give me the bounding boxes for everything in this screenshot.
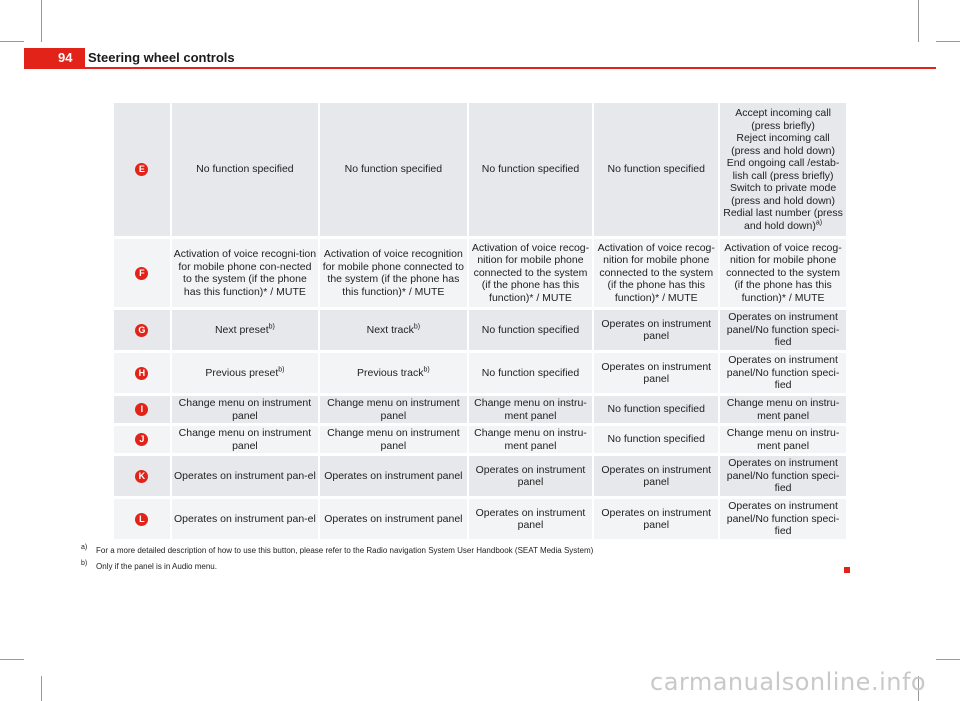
- table-cell: [320, 456, 466, 496]
- cell-text: Change menu on instrument panel: [178, 427, 312, 452]
- cell-text: Operates on instrument panel: [601, 317, 712, 342]
- table-cell: [320, 396, 466, 423]
- footnote-text: Only if the panel is in Audio menu.: [96, 562, 217, 571]
- row-label-cell: [114, 239, 170, 307]
- crop-mark: [936, 41, 960, 42]
- footnote-mark: b): [81, 560, 88, 567]
- cell-text: Operates on instrument panel/No function speci-fied: [726, 311, 840, 349]
- cell-text: No function specified: [607, 403, 705, 416]
- button-label-badge: G: [135, 324, 148, 337]
- cell-text: Operates on instrument panel: [324, 469, 463, 482]
- cell-text: Operates on instrument panel/No function speci-fied: [726, 354, 840, 392]
- table-cell: [469, 353, 593, 393]
- row-label-cell: [114, 499, 170, 539]
- table-cell: [594, 239, 718, 307]
- cell-text: No function specified: [607, 433, 705, 446]
- table-row: [114, 353, 846, 393]
- table-cell: [720, 426, 846, 453]
- page-number: 94: [24, 48, 85, 68]
- footnote-ref: b): [278, 366, 285, 374]
- table-cell: [172, 353, 318, 393]
- table-cell: [320, 353, 466, 393]
- footnote-b: [81, 560, 217, 572]
- cell-text: Change menu on instru-ment panel: [726, 397, 840, 422]
- footnote-mark: a): [81, 544, 88, 551]
- cell-text: Previous preset: [205, 366, 279, 379]
- table-cell: [469, 239, 593, 307]
- button-label-badge: L: [135, 513, 148, 526]
- cell-text: Operates on instrument panel: [601, 463, 712, 488]
- crop-mark: [918, 0, 919, 42]
- footnote-ref: b): [413, 323, 421, 331]
- cell-text: Activation of voice recog-nition for mobile phone connected to the system (if the phone has this function)* / MUTE: [724, 241, 842, 304]
- button-label-badge: J: [135, 433, 148, 446]
- table-row: [114, 456, 846, 496]
- cell-text: No function specified: [481, 366, 580, 379]
- table-cell: [320, 103, 466, 236]
- table-cell: [720, 310, 846, 350]
- button-label-badge: F: [135, 267, 148, 280]
- cell-text: Change menu on instru-ment panel: [474, 427, 587, 452]
- table-cell: [720, 456, 846, 496]
- table-cell: [594, 353, 718, 393]
- cell-text: Change menu on instrument panel: [178, 397, 312, 422]
- cell-text: Operates on instrument pan-el: [174, 469, 316, 482]
- table-cell: [320, 499, 466, 539]
- table-cell: [320, 426, 466, 453]
- table-cell: [172, 499, 318, 539]
- controls-table: [112, 100, 848, 542]
- cell-text: Operates on instrument panel: [475, 506, 586, 531]
- cell-text: No function specified: [196, 163, 294, 176]
- table-cell: [720, 103, 846, 236]
- crop-mark: [936, 659, 960, 660]
- table-cell: [594, 310, 718, 350]
- table-cell: [172, 426, 318, 453]
- cell-text: No function specified: [481, 163, 580, 176]
- table-cell: [720, 239, 846, 307]
- section-end-marker: [844, 567, 850, 573]
- table-row: [114, 239, 846, 307]
- button-label-badge: E: [135, 163, 148, 176]
- cell-text: Operates on instrument panel: [601, 506, 712, 531]
- cell-text: Activation of voice recog-nition for mobile phone connected to the system (if the phone has this function)* / MUTE: [471, 241, 590, 304]
- cell-text: Change menu on instru-ment panel: [474, 397, 587, 422]
- cell-text: Operates on instrument pan-el: [174, 512, 316, 525]
- table-row: [114, 396, 846, 423]
- cell-text: Operates on instrument panel: [601, 360, 712, 385]
- cell-text: Operates on instrument panel: [475, 463, 586, 488]
- table-cell: [172, 239, 318, 307]
- cell-text: No function specified: [481, 323, 580, 336]
- cell-text: Activation of voice recognition for mobile phone connected to the system (if the phone has this function)* / MUTE: [322, 248, 464, 298]
- row-label-cell: [114, 310, 170, 350]
- table-cell: [594, 426, 718, 453]
- cell-text: No function specified: [344, 163, 443, 176]
- table-cell: [320, 239, 466, 307]
- crop-mark: [41, 676, 42, 701]
- cell-text: Next preset: [214, 323, 269, 336]
- table-cell: [172, 310, 318, 350]
- cell-text: Next track: [366, 323, 414, 336]
- cell-text: Change menu on instrument panel: [327, 397, 460, 422]
- crop-mark: [0, 41, 24, 42]
- table-row: [114, 499, 846, 539]
- cell-text: No function specified: [607, 163, 705, 176]
- table-cell: [594, 456, 718, 496]
- table-cell: [594, 103, 718, 236]
- cell-text: Change menu on instru-ment panel: [726, 427, 840, 452]
- watermark: carmanualsonline.info: [650, 668, 927, 696]
- button-label-badge: H: [135, 367, 148, 380]
- table-row: [114, 103, 846, 236]
- table-cell: [594, 396, 718, 423]
- table-cell: [469, 426, 593, 453]
- table-cell: [720, 499, 846, 539]
- table-cell: [469, 499, 593, 539]
- cell-text: Activation of voice recog-nition for mobile phone connected to the system (if the phone has this function)* / MUTE: [597, 241, 715, 304]
- table-cell: [720, 396, 846, 423]
- cell-text: Operates on instrument panel/No function speci-fied: [726, 500, 840, 538]
- page-title: Steering wheel controls: [88, 50, 235, 65]
- table-cell: [172, 103, 318, 236]
- row-label-cell: [114, 353, 170, 393]
- table-cell: [720, 353, 846, 393]
- row-label-cell: [114, 426, 170, 453]
- table-row: [114, 426, 846, 453]
- button-label-badge: K: [135, 470, 148, 483]
- cell-text: Operates on instrument panel: [324, 512, 463, 525]
- footnote-ref: b): [268, 323, 275, 331]
- footnote-ref: a): [815, 219, 823, 226]
- table-row: [114, 310, 846, 350]
- table-cell: [320, 310, 466, 350]
- cell-text: Previous track: [356, 366, 424, 379]
- crop-mark: [41, 0, 42, 42]
- table-cell: [172, 396, 318, 423]
- button-label-badge: I: [135, 403, 148, 416]
- cell-text: Operates on instrument panel/No function speci-fied: [726, 457, 840, 495]
- cell-text: Activation of voice recogni-tion for mobile phone con-nected to the system (if the phone has this function)* / MUTE: [173, 248, 317, 298]
- footnote-a: [81, 544, 594, 556]
- footnote-text: For a more detailed description of how to use this button, please refer to the Radio navigation System User Handbook (SEAT Media System): [96, 546, 594, 555]
- row-label-cell: [114, 396, 170, 423]
- cell-text: Change menu on instrument panel: [327, 427, 460, 452]
- crop-mark: [0, 659, 24, 660]
- table-cell: [594, 499, 718, 539]
- header-rule: [24, 67, 936, 69]
- table-cell: [469, 103, 593, 236]
- table-cell: [469, 396, 593, 423]
- cell-text: Accept incoming call (press briefly) Reject incoming call (press and hold down) End ongoing call /estab-lish call (press briefly) Switch to private mode (press and hold down) Redial last number (press and hold down): [723, 107, 843, 232]
- row-label-cell: [114, 103, 170, 236]
- row-label-cell: [114, 456, 170, 496]
- footnote-ref: b): [423, 366, 430, 374]
- table-cell: [469, 310, 593, 350]
- table-cell: [172, 456, 318, 496]
- table-cell: [469, 456, 593, 496]
